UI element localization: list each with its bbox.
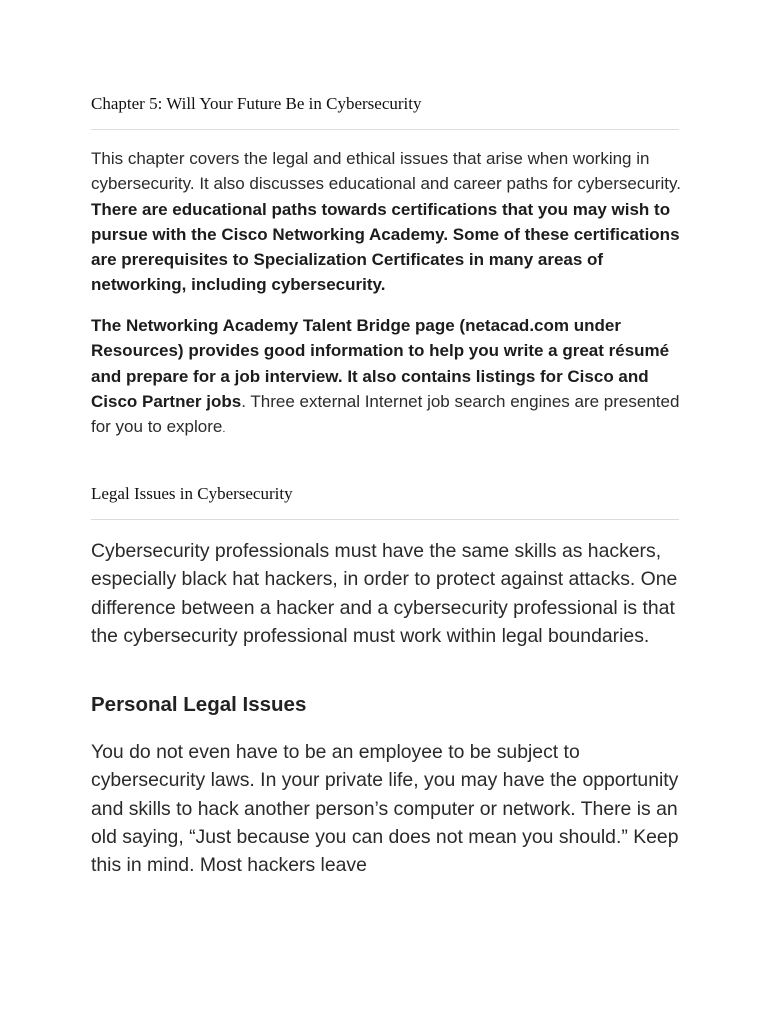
intro-regular-text: This chapter covers the legal and ethical issues that arise when working in cybersecurity. It also discusses educational and career paths for cybersecurity. [91,149,681,194]
divider [91,129,679,130]
personal-legal-issues-paragraph: You do not even have to be an employee to be subject to cybersecurity laws. In your private life, you may have the opportunity and skills to hack another person’s computer or network. There is an old saying, “Just because you can does not mean you should.” Keep this in mind. Most hackers leave [91,741,679,877]
talent-bold-text: The Networking Academy Talent Bridge page (netacad.com under Resources) provides good information to help you write a great résumé and prepare for a job interview. It also contains listings for Cisco and Cisco Partner jobs [91,316,670,411]
divider [91,519,679,520]
chapter-intro-paragraph [91,146,691,298]
talent-regular-text: . Three external Internet job search engines are presented for you to explore [91,391,680,437]
personal-legal-issues-heading: Personal Legal Issues [91,693,307,716]
talent-period: . [222,423,226,436]
chapter-title: Chapter 5: Will Your Future Be in Cybersecurity [91,94,422,113]
intro-bold-text: There are educational paths towards certifications that you may wish to pursue with the Cisco Networking Academy. Some of these certifications are prerequisites to Specialization Certificates in many areas of networking, including cybersecurity. [91,199,680,295]
legal-issues-paragraph: Cybersecurity professionals must have the same skills as hackers, especially black hat hackers, in order to protect against attacks. One difference between a hacker and a cybersecurity professional is that the cybersecurity professional must work within legal boundaries. [91,540,678,647]
legal-issues-title: Legal Issues in Cybersecurity [91,484,293,503]
talent-bridge-paragraph [91,313,691,442]
